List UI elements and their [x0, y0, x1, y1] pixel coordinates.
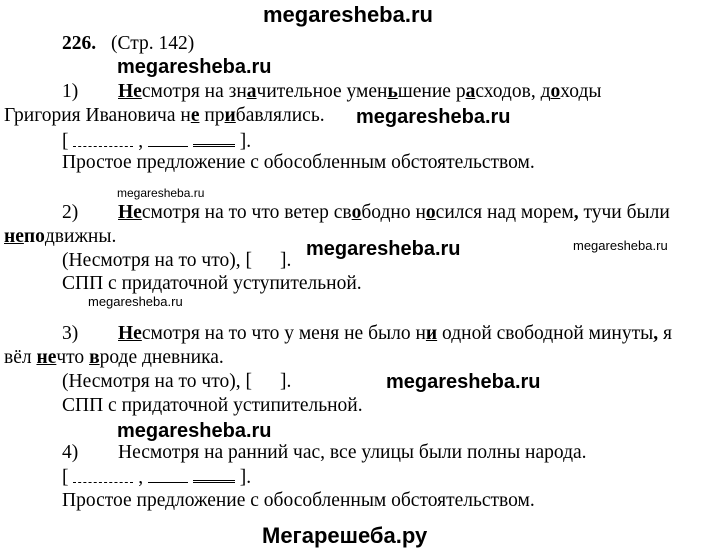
item-3-scheme: СПП с придаточной устипительной.	[62, 395, 363, 416]
sentence-fragment: чительное умен	[256, 81, 388, 102]
sentence-text	[118, 323, 672, 344]
item-number: 3)	[62, 323, 79, 344]
highlighted-letters: Не	[118, 81, 142, 102]
watermark: megaresheba.ru	[117, 56, 272, 78]
sentence-fragment: сходов, д	[475, 81, 551, 102]
sentence-fragment: Несмотря на ранний час, все улицы были полны народа.	[118, 442, 587, 463]
sentence-fragment: смотря на то что ветер св	[141, 202, 352, 223]
dashed-underline	[73, 468, 133, 483]
sentence-fragment: ходы	[560, 81, 602, 102]
highlighted-letters: по	[23, 226, 45, 247]
watermark: megaresheba.ru	[573, 238, 668, 253]
sentence-fragment: Григория Ивановича н	[4, 105, 191, 126]
sentence-fragment: движны.	[44, 226, 117, 247]
watermark: megaresheba.ru	[117, 186, 205, 200]
sentence-fragment: вёл	[4, 347, 37, 368]
double-underline	[193, 130, 235, 147]
highlighted-letters: о	[550, 81, 561, 102]
watermark: megaresheba.ru	[88, 294, 183, 309]
watermark: megaresheba.ru	[356, 106, 511, 128]
item-1-line-1	[62, 81, 710, 103]
sentence-fragment: смотря на зн	[141, 81, 247, 102]
item-2-line-1	[62, 202, 710, 224]
highlighted-letters: и	[224, 105, 236, 126]
item-4-line-1	[62, 442, 587, 464]
highlighted-letters: ,	[653, 323, 659, 344]
item-1-bracket-scheme: [ , ].	[62, 131, 252, 152]
sentence-fragment: что	[56, 347, 90, 368]
highlighted-letters: е	[190, 105, 200, 126]
watermark-top: megaresheba.ru	[263, 2, 433, 27]
sentence-text	[4, 226, 116, 247]
highlighted-letters: ,	[573, 202, 579, 223]
page-reference: (Стр. 142)	[111, 33, 195, 54]
item-number: 1)	[62, 81, 79, 102]
sentence-fragment: бодно н	[361, 202, 426, 223]
double-underline	[193, 466, 235, 483]
sentence-fragment: бавлялись.	[235, 105, 325, 126]
highlighted-letters: и	[425, 323, 438, 344]
highlighted-letters: а	[246, 81, 257, 102]
highlighted-letters: ь	[387, 81, 398, 102]
single-underline	[148, 468, 188, 483]
sentence-fragment: пр	[199, 105, 225, 126]
sentence-text	[4, 347, 224, 368]
item-2-scheme: СПП с придаточной уступительной.	[62, 273, 362, 294]
exercise-number: 226.	[62, 33, 97, 54]
item-4-scheme: Простое предложение с обособленным обстоятельством.	[62, 490, 535, 511]
watermark: megaresheba.ru	[306, 238, 461, 260]
highlighted-letters: о	[351, 202, 362, 223]
exercise-header	[62, 33, 194, 55]
highlighted-letters: Не	[118, 202, 142, 223]
sentence-fragment: сился над морем	[435, 202, 574, 223]
dashed-underline	[73, 132, 133, 147]
highlighted-letters: Не	[118, 323, 142, 344]
item-4-bracket-scheme: [ , ].	[62, 467, 252, 488]
watermark: megaresheba.ru	[117, 420, 272, 442]
item-2-scheme-formula: (Несмотря на то что), [ ].	[62, 250, 292, 271]
item-3-scheme-formula: (Несмотря на то что), [ ].	[62, 371, 292, 392]
watermark: megaresheba.ru	[386, 371, 541, 393]
item-1-scheme: Простое предложение с обособленным обстоятельством.	[62, 152, 535, 173]
watermark-bottom: Мегарешеба.ру	[262, 523, 428, 548]
highlighted-letters: не	[4, 226, 24, 247]
sentence-fragment: шение р	[397, 81, 466, 102]
sentence-fragment: роде дневника.	[99, 347, 224, 368]
item-3-line-1	[62, 323, 710, 345]
item-3-line-2	[4, 347, 224, 369]
highlighted-letters: в	[89, 347, 100, 368]
sentence-text	[118, 202, 670, 223]
sentence-text	[118, 81, 601, 102]
highlighted-letters: а	[465, 81, 476, 102]
sentence-fragment: тучи были	[578, 202, 670, 223]
item-number: 2)	[62, 202, 79, 223]
highlighted-letters: не	[36, 347, 57, 368]
sentence-fragment: одной свободной минуты	[437, 323, 654, 344]
sentence-text	[118, 442, 587, 463]
highlighted-letters: о	[425, 202, 436, 223]
item-2-line-2	[4, 226, 116, 248]
sentence-fragment: я	[658, 323, 672, 344]
sentence-text	[4, 105, 325, 126]
item-1-line-2	[4, 105, 325, 127]
item-number: 4)	[62, 442, 79, 463]
sentence-fragment: смотря на то что у меня не было н	[141, 323, 426, 344]
single-underline	[148, 132, 188, 147]
